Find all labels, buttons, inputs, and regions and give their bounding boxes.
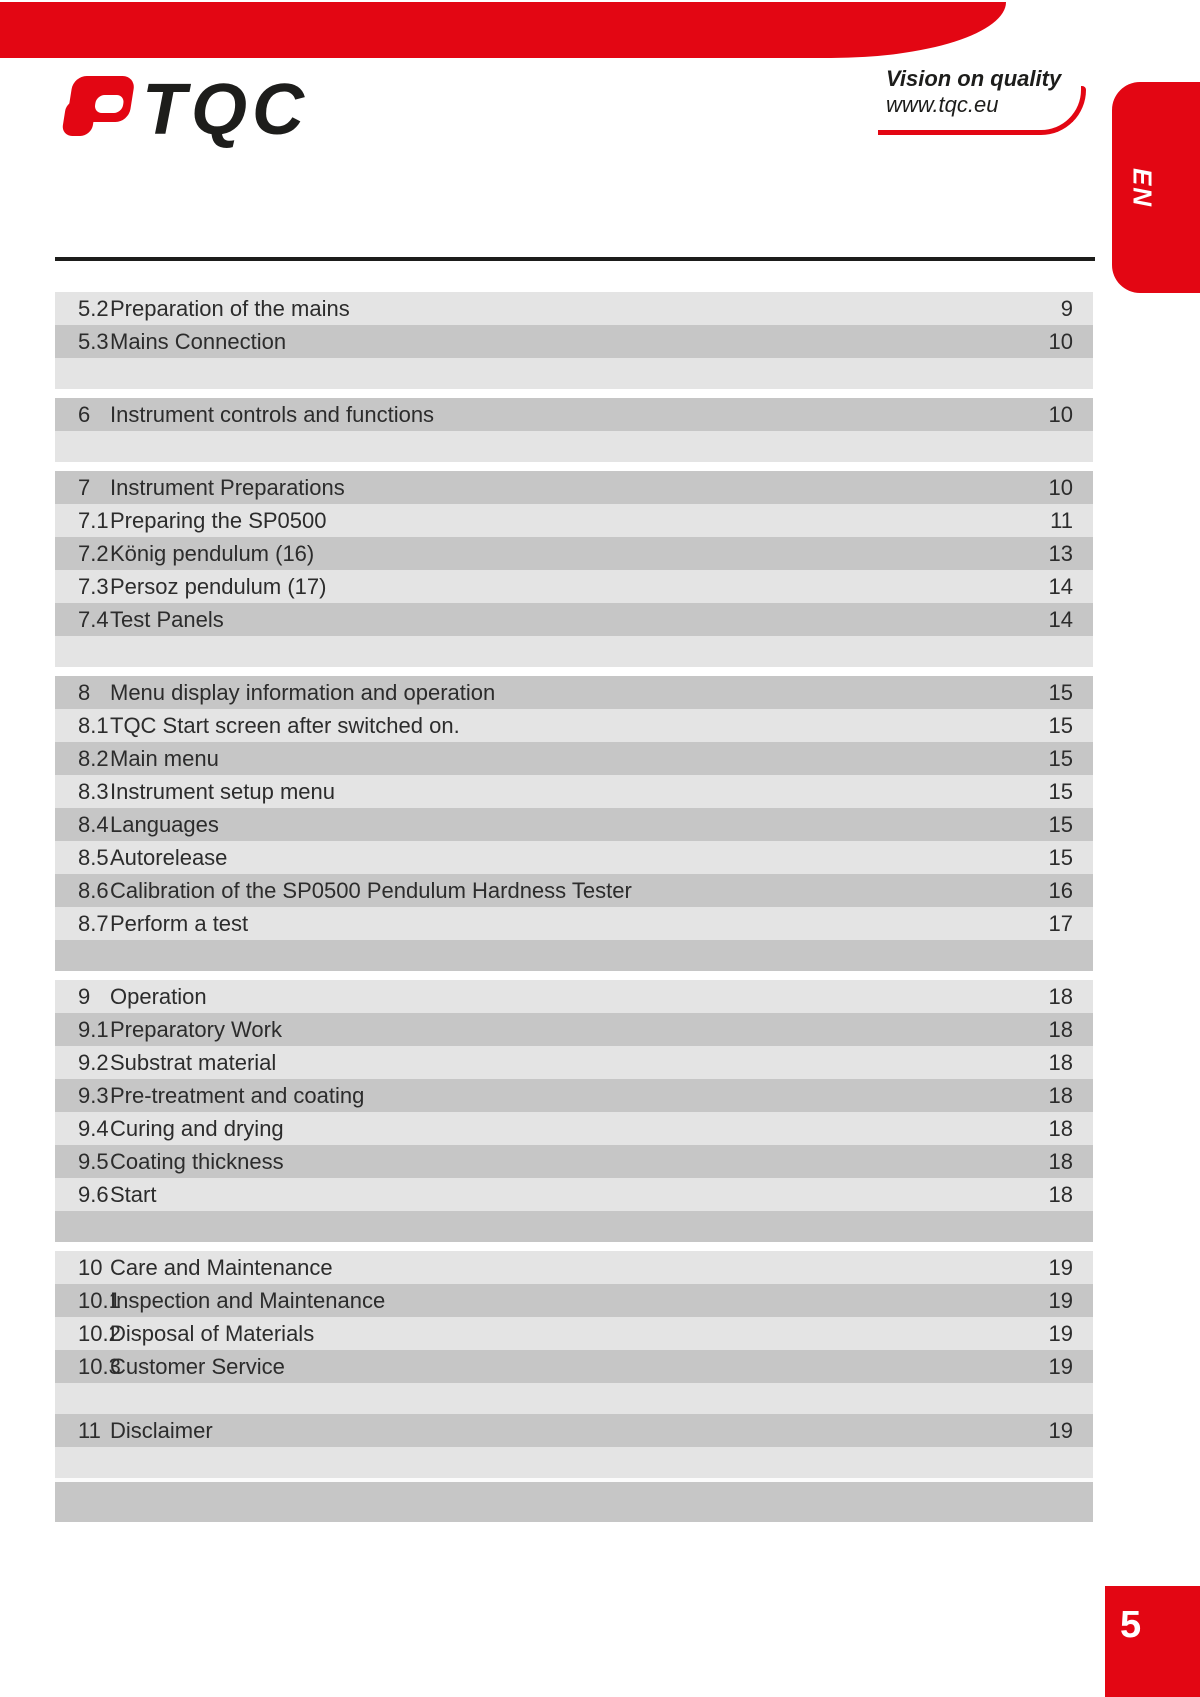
toc-section-number: 8.5 (78, 844, 109, 870)
toc-row (55, 325, 1093, 358)
toc-page-number: 15 (1048, 745, 1073, 771)
toc-row (55, 841, 1093, 874)
toc-section-title: Perform a test (110, 910, 249, 936)
toc-section-number: 10.3 (78, 1353, 121, 1379)
header-divider-rule (55, 257, 1095, 261)
tqc-logo-text: TQC (142, 70, 309, 150)
toc-section-number: 8.3 (78, 778, 109, 804)
toc-page-number: 15 (1048, 679, 1073, 705)
toc-section-number: 9.6 (78, 1181, 109, 1207)
toc-section-title: Languages (110, 811, 219, 837)
toc-section-number: 6 (78, 401, 91, 427)
toc-row (55, 1414, 1093, 1447)
toc-page-number: 10 (1048, 401, 1073, 427)
toc-page-number: 18 (1048, 1148, 1073, 1174)
toc-section-number: 10.2 (78, 1320, 121, 1346)
toc-row (55, 1112, 1093, 1145)
toc-section-number: 7.4 (78, 606, 109, 632)
toc-page-number: 10 (1048, 474, 1073, 500)
toc-section-number: 11 (78, 1417, 101, 1443)
toc-row (55, 1251, 1093, 1284)
toc-section-number: 7.3 (78, 573, 109, 599)
toc-gap-row (55, 389, 1093, 398)
toc-section-number: 8.2 (78, 745, 109, 771)
toc-section-title: Inspection and Maintenance (110, 1287, 386, 1313)
toc-page-number: 11 (1050, 507, 1073, 533)
toc-section-number: 7.1 (78, 507, 109, 533)
toc-row (55, 1178, 1093, 1211)
toc-gap-row (55, 667, 1093, 676)
toc-section-number: 9.5 (78, 1148, 109, 1174)
toc-page-number: 18 (1048, 1082, 1073, 1108)
toc-row (55, 471, 1093, 504)
language-tab-label: EN (1127, 167, 1158, 208)
toc-page-number: 9 (1060, 295, 1073, 321)
toc-section-number: 9.3 (78, 1082, 109, 1108)
toc-section-title: Care and Maintenance (110, 1254, 333, 1280)
page-number-box (1105, 1586, 1200, 1697)
toc-row (55, 398, 1093, 431)
toc-section-title: Menu display information and operation (110, 679, 496, 705)
toc-section-number: 9 (78, 983, 91, 1009)
vision-swoosh-line (878, 86, 1086, 135)
toc-row (55, 980, 1093, 1013)
toc-row (55, 570, 1093, 603)
toc-section-title: Main menu (110, 745, 219, 771)
toc-section-title: Disposal of Materials (110, 1320, 315, 1346)
toc-page-number: 18 (1048, 1181, 1073, 1207)
toc-section-title: TQC Start screen after switched on. (110, 712, 460, 738)
toc-gap-row (55, 462, 1093, 471)
toc-section-title: Preparation of the mains (110, 295, 350, 321)
toc-section-number: 10.1 (78, 1287, 121, 1313)
toc-section-title: König pendulum (16) (110, 540, 315, 566)
toc-spacer-row (55, 431, 1093, 462)
toc-gap-row (55, 971, 1093, 980)
toc-section-number: 8.6 (78, 877, 109, 903)
toc-section-title: Calibration of the SP0500 Pendulum Hardness Tester (110, 877, 632, 903)
vision-tagline: Vision on quality (886, 66, 1062, 91)
toc-section-title: Instrument controls and functions (110, 401, 435, 427)
toc-row (55, 808, 1093, 841)
toc-row (55, 1079, 1093, 1112)
toc-page-number: 18 (1048, 1016, 1073, 1042)
toc-page-number: 15 (1048, 778, 1073, 804)
toc-page-number: 18 (1048, 1049, 1073, 1075)
toc-row (55, 1350, 1093, 1383)
toc-section-title: Curing and drying (110, 1115, 284, 1141)
toc-spacer-row (55, 1211, 1093, 1242)
toc-section-number: 10 (78, 1254, 103, 1280)
toc-section-number: 7 (78, 474, 91, 500)
toc-page-number: 19 (1048, 1417, 1073, 1443)
toc-spacer-row (55, 940, 1093, 971)
toc-section-title: Autorelease (110, 844, 228, 870)
toc-page-number: 14 (1048, 606, 1073, 632)
toc-section-title: Start (110, 1181, 157, 1207)
table-of-contents (55, 292, 1093, 1522)
toc-page-number: 13 (1048, 540, 1073, 566)
website-url: www.tqc.eu (886, 92, 999, 117)
toc-section-number: 7.2 (78, 540, 109, 566)
toc-page-number: 19 (1048, 1254, 1073, 1280)
toc-spacer-row (55, 636, 1093, 667)
toc-section-title: Mains Connection (110, 328, 287, 354)
toc-section-title: Preparing the SP0500 (110, 507, 327, 533)
toc-section-number: 8.7 (78, 910, 109, 936)
toc-page-number: 18 (1048, 983, 1073, 1009)
toc-page-number: 14 (1048, 573, 1073, 599)
toc-row (55, 1317, 1093, 1350)
toc-section-number: 9.4 (78, 1115, 109, 1141)
toc-section-title: Instrument Preparations (110, 474, 345, 500)
toc-row (55, 292, 1093, 325)
toc-section-title: Preparatory Work (110, 1016, 282, 1042)
toc-section-number: 8.4 (78, 811, 109, 837)
toc-row (55, 603, 1093, 636)
toc-section-number: 8.1 (78, 712, 109, 738)
toc-section-title: Persoz pendulum (17) (110, 573, 327, 599)
toc-page-number: 19 (1048, 1287, 1073, 1313)
toc-row (55, 1284, 1093, 1317)
toc-section-title: Disclaimer (110, 1417, 213, 1443)
toc-section-title: Coating thickness (110, 1148, 284, 1174)
toc-section-number: 5.3 (78, 328, 109, 354)
toc-row (55, 874, 1093, 907)
toc-row (55, 676, 1093, 709)
toc-section-number: 9.1 (78, 1016, 109, 1042)
toc-page-number: 15 (1048, 811, 1073, 837)
toc-row (55, 907, 1093, 940)
tqc-logo (60, 70, 309, 150)
toc-section-number: 5.2 (78, 295, 109, 321)
toc-page-number: 16 (1048, 877, 1073, 903)
toc-spacer-row (55, 1383, 1093, 1414)
toc-row (55, 709, 1093, 742)
toc-spacer-row (55, 1447, 1093, 1478)
toc-row (55, 504, 1093, 537)
toc-page-number: 17 (1048, 910, 1073, 936)
tqc-logo-icon (60, 74, 134, 145)
toc-section-title: Operation (110, 983, 207, 1009)
toc-gap-row (55, 1242, 1093, 1251)
toc-page-number: 10 (1048, 328, 1073, 354)
toc-row (55, 1013, 1093, 1046)
toc-row (55, 775, 1093, 808)
toc-page-number: 19 (1048, 1353, 1073, 1379)
toc-row (55, 1046, 1093, 1079)
toc-spacer-row (55, 1482, 1093, 1522)
toc-section-title: Customer Service (110, 1353, 285, 1379)
language-tab-en[interactable] (1112, 82, 1200, 293)
toc-page-number: 15 (1048, 712, 1073, 738)
toc-row (55, 537, 1093, 570)
toc-section-number: 9.2 (78, 1049, 109, 1075)
toc-section-title: Test Panels (110, 606, 224, 632)
toc-page-number: 18 (1048, 1115, 1073, 1141)
toc-page-number: 19 (1048, 1320, 1073, 1346)
toc-section-title: Substrat material (110, 1049, 277, 1075)
toc-page-number: 15 (1048, 844, 1073, 870)
toc-section-title: Pre-treatment and coating (110, 1082, 365, 1108)
toc-section-title: Instrument setup menu (110, 778, 336, 804)
toc-row (55, 1145, 1093, 1178)
toc-row (55, 742, 1093, 775)
toc-spacer-row (55, 358, 1093, 389)
page-number: 5 (1120, 1604, 1142, 1646)
toc-section-number: 8 (78, 679, 91, 705)
header-red-band (0, 2, 1006, 58)
